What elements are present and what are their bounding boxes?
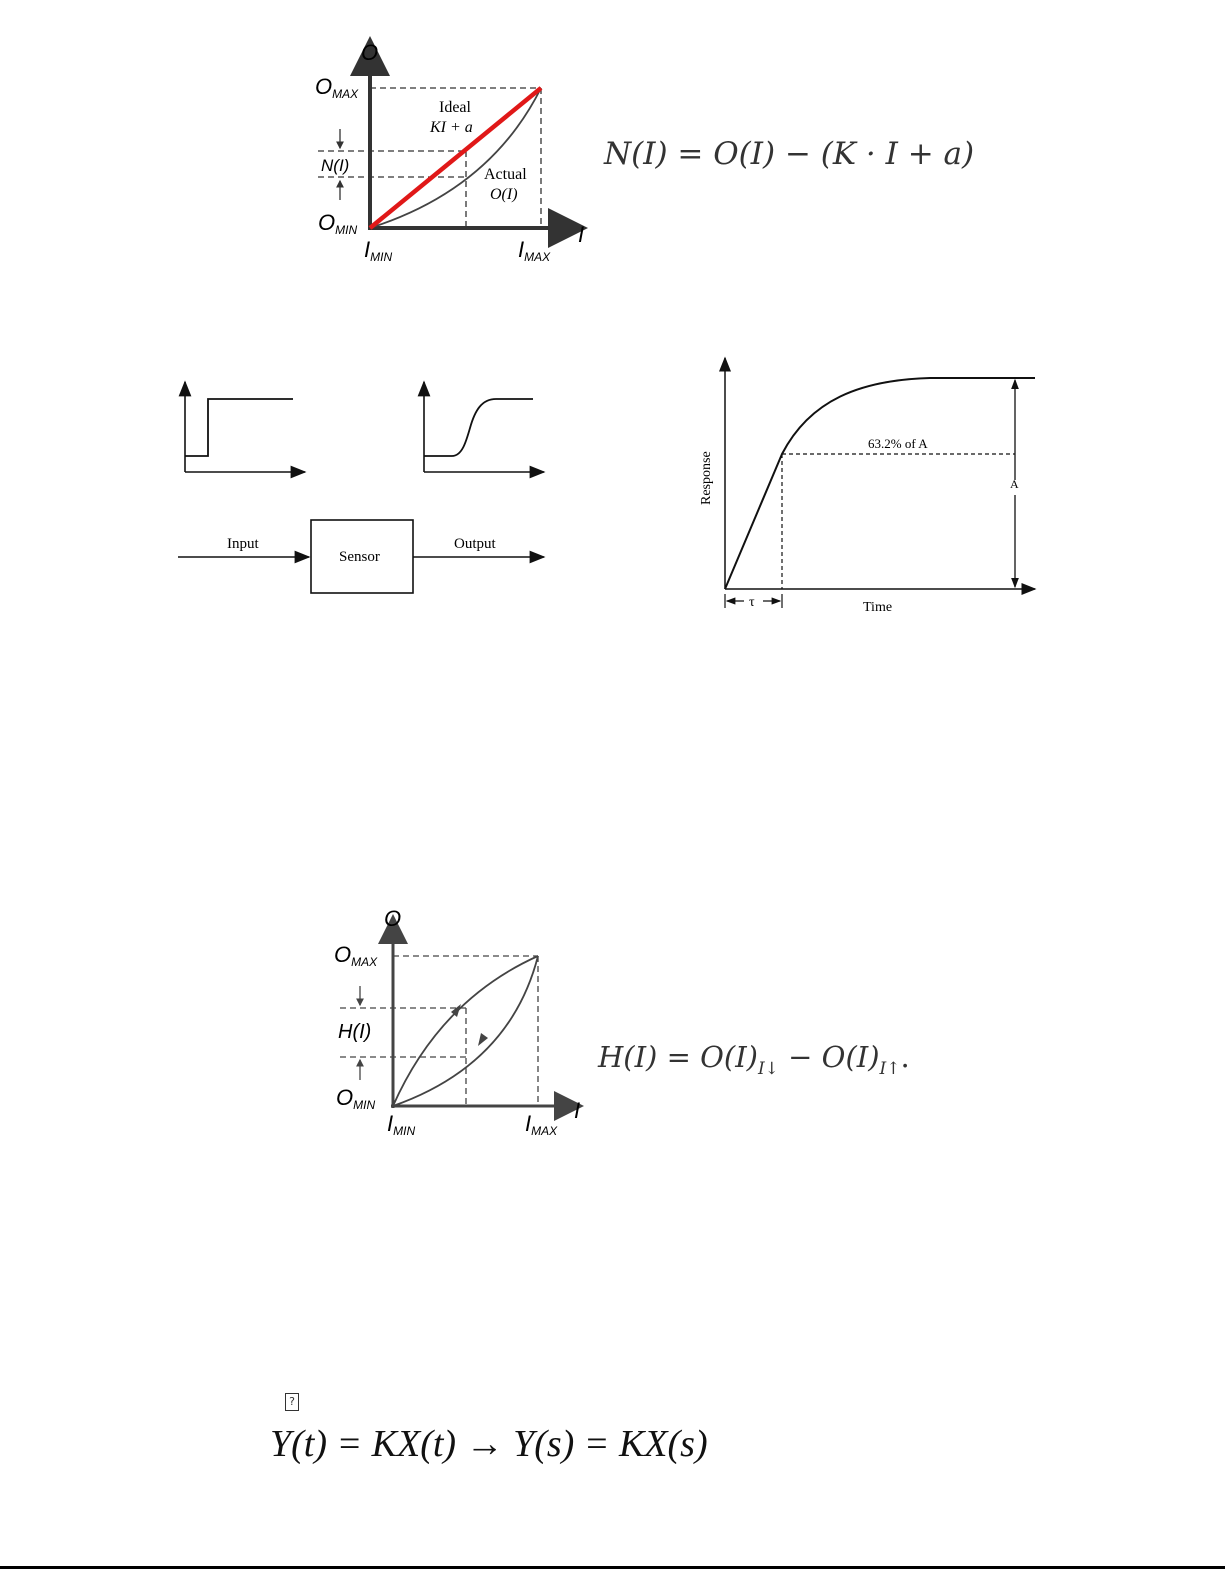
h-x-axis-label: I: [574, 1098, 581, 1123]
input-step-signal: [185, 399, 293, 456]
h-label: H(I): [338, 1021, 372, 1043]
omax-label: OMAX: [315, 74, 359, 101]
omin-label: OMIN: [318, 210, 358, 237]
ideal-label: Ideal: [439, 99, 471, 116]
input-label: Input: [227, 536, 259, 552]
h-omin-label: OMIN: [336, 1085, 376, 1112]
imax-label: IMAX: [518, 237, 551, 264]
ideal-formula: KI + a: [430, 119, 473, 136]
y-axis-label: O: [361, 40, 379, 65]
tc-ylabel: Response: [699, 451, 714, 505]
actual-formula: O(I): [490, 186, 518, 203]
nonlinearity-equation: N(I) = O(I) − (K · I + a): [604, 136, 975, 172]
h-omax-label: OMAX: [334, 942, 378, 969]
h-y-axis-label: O: [384, 906, 402, 931]
h-imin-label: IMIN: [387, 1111, 416, 1138]
h-down-direction-icon: [478, 1033, 488, 1046]
transfer-function-equation: Y(t) = KX(t) → Y(s) = KX(s): [270, 1423, 708, 1465]
output-response-signal: [424, 399, 533, 456]
hysteresis-figure: [320, 900, 600, 1145]
missing-glyph-icon: ?: [285, 1393, 299, 1411]
sensor-step-figure: [170, 370, 570, 600]
h-imax-label: IMAX: [525, 1111, 558, 1138]
sensor-label: Sensor: [339, 549, 380, 565]
time-constant-figure: [690, 350, 1050, 625]
n-label: N(I): [321, 156, 350, 175]
nonlinearity-figure: [300, 30, 600, 275]
tc-response-curve: [725, 378, 1035, 589]
tc-amplitude-label: A: [1010, 477, 1019, 491]
actual-label: Actual: [484, 166, 527, 183]
page-bottom-rule: [0, 1566, 1225, 1569]
imin-label: IMIN: [364, 237, 393, 264]
hysteresis-equation: $H(I) = O(I)_{I↓} - O(I)_{I↑}$.: [598, 1040, 910, 1079]
tc-level-label: 63.2% of A: [868, 436, 928, 451]
output-label: Output: [454, 536, 496, 552]
x-axis-label: I: [578, 222, 585, 247]
tc-xlabel: Time: [863, 600, 893, 615]
tc-tau-label: τ: [749, 595, 755, 610]
